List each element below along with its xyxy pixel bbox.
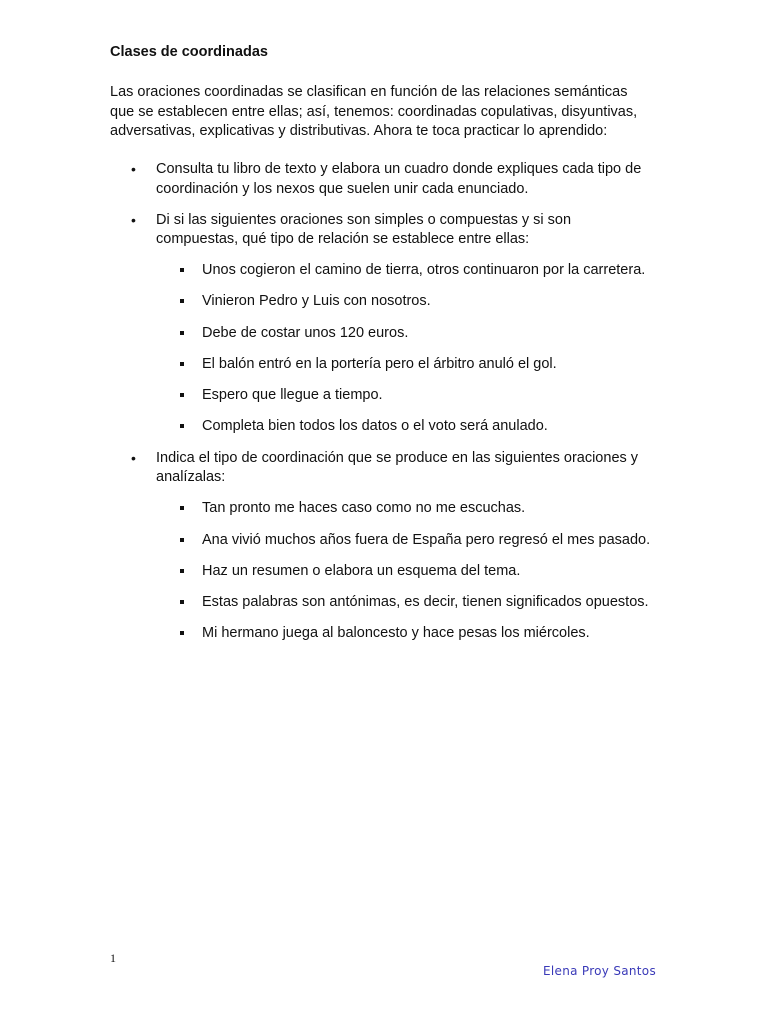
sentence-text: Estas palabras son antónimas, es decir, tienen significados opuestos. xyxy=(202,594,649,611)
sentence-text: Unos cogieron el camino de tierra, otros continuaron por la carretera. xyxy=(202,262,646,278)
square-bullet-icon xyxy=(180,600,184,604)
sentence-text: Debe de costar unos 120 euros. xyxy=(202,324,409,341)
bullet-icon: • xyxy=(131,449,136,466)
task-text: Consulta tu libro de texto y elabora un cuadro donde expliques cada tipo de coordinación y los nexos que suelen unir cada enunciado. xyxy=(156,161,642,197)
author-name: Elena Proy Santos xyxy=(543,964,657,978)
task-item xyxy=(110,449,655,644)
sentence-item xyxy=(156,593,655,613)
bullet-icon: • xyxy=(131,161,136,177)
intro-paragraph: Las oraciones coordinadas se clasifican en función de las relaciones semánticas que se establecen entre ellas; así, tenemos: coordinadas copulativas, disyuntivas, adversativas, explicativas y distributivas. Ahora te toca practicar lo aprendido: xyxy=(110,84,638,139)
sentence-text: Haz un resumen o elabora un esquema del tema. xyxy=(202,562,521,579)
task-item xyxy=(110,211,655,437)
sentence-item xyxy=(156,261,655,281)
square-bullet-icon xyxy=(180,393,184,397)
sentence-text: Ana vivió muchos años fuera de España pero regresó el mes pasado. xyxy=(202,531,651,548)
sentence-text: Espero que llegue a tiempo. xyxy=(202,387,383,404)
sentence-item xyxy=(156,624,655,644)
sentence-item xyxy=(156,324,655,344)
sentence-text: Tan pronto me haces caso como no me escuchas. xyxy=(202,500,526,517)
task-item xyxy=(110,160,655,199)
page-number: 1 xyxy=(110,951,116,965)
sentence-item xyxy=(156,531,655,551)
square-bullet-icon xyxy=(180,506,184,510)
task-text: Di si las siguientes oraciones son simples o compuestas y si son compuestas, qué tipo de relación se establece entre ellas: xyxy=(156,211,572,247)
sentence-item xyxy=(156,292,655,312)
sentence-text: Completa bien todos los datos o el voto será anulado. xyxy=(202,418,548,435)
sentence-item xyxy=(156,386,655,406)
page-title: Clases de coordinadas xyxy=(110,44,268,60)
sentence-text: Mi hermano juega al baloncesto y hace pesas los miércoles. xyxy=(202,625,590,642)
sentence-item xyxy=(156,499,655,519)
square-bullet-icon xyxy=(180,299,184,303)
square-bullet-icon xyxy=(180,362,184,366)
sentence-item xyxy=(156,417,655,437)
square-bullet-icon xyxy=(180,424,184,428)
sentence-list xyxy=(156,261,655,437)
task-list xyxy=(110,160,655,656)
square-bullet-icon xyxy=(180,268,184,272)
square-bullet-icon xyxy=(180,331,184,335)
bullet-icon: • xyxy=(131,211,136,228)
sentence-item xyxy=(156,355,655,375)
sentence-list xyxy=(156,499,655,644)
task-text: Indica el tipo de coordinación que se produce en las siguientes oraciones y analízalas: xyxy=(156,449,639,486)
sentence-item xyxy=(156,562,655,582)
square-bullet-icon xyxy=(180,631,184,635)
sentence-text: Vinieron Pedro y Luis con nosotros. xyxy=(202,293,431,310)
sentence-text: El balón entró en la portería pero el árbitro anuló el gol. xyxy=(202,355,557,372)
square-bullet-icon xyxy=(180,538,184,542)
square-bullet-icon xyxy=(180,569,184,573)
